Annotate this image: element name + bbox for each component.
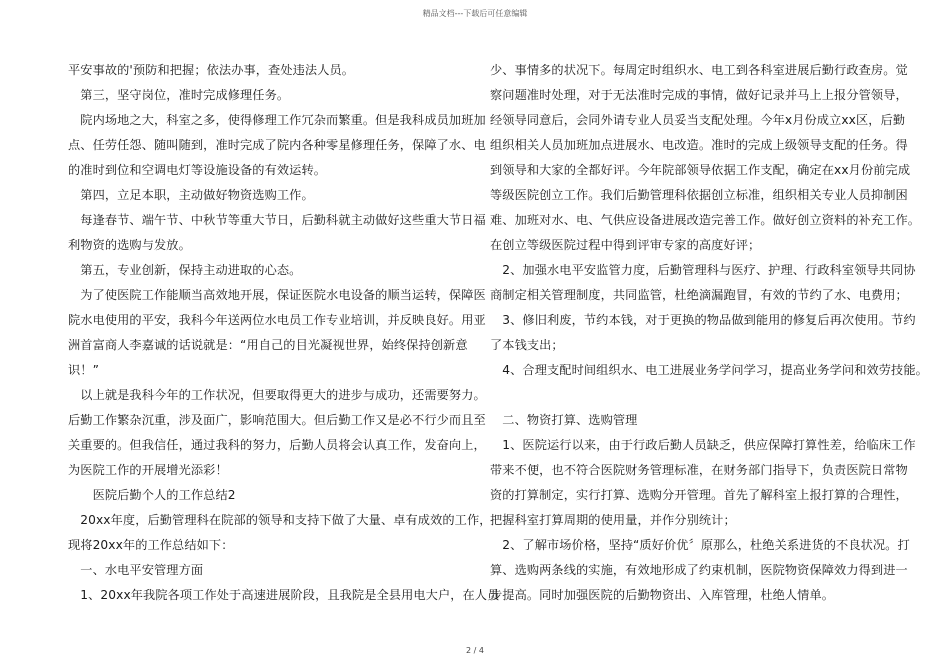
text-line: 组织相关人员加班加点进展水、电改造。准时的完成上级领导支配的任务。得 [490,138,908,152]
text-line: 第三，坚守岗位，准时完成修理任务。 [68,88,290,102]
text-line: 关重要的。但我信任，通过我科的努力，后勤人员将会认真工作，发奋向上， [68,438,486,452]
text-line: 步提高。同时加强医院的后勤物资出、入库管理，杜绝人情单。 [490,588,835,602]
text-line: 二、物资打算、选购管理 [490,413,638,427]
text-line: 识！” [68,363,99,377]
text-line: 后勤工作繁杂沉重，涉及面广，影响范围大。但后勤工作又是必不行少而且至 [68,413,486,427]
text-line: 以上就是我科今年的工作状况，但要取得更大的进步与成功，还需要努力。 [68,388,486,402]
text-line: 医院后勤个人的工作总结2 [68,488,236,502]
left-column [68,58,500,608]
page-number: 2 / 4 [466,646,484,655]
text-line [490,383,882,408]
text-line: 了本钱支出； [490,338,564,352]
text-line: 利物资的选购与发放。 [68,238,191,252]
text-line: 察问题准时处理，对于无法准时完成的事情，做好记录并马上上报分管领导， [490,88,908,102]
page-header: 精品文档---下载后可任意编辑 [422,9,528,18]
text-line: 2、加强水电平安监管力度，后勤管理科与医疗、护理、行政科室领导共同协 [490,263,916,277]
text-line: 院水电使用的平安，我科今年送两位水电员工作专业培训，并反映良好。用亚 [68,313,486,327]
right-column [490,58,928,608]
text-line: 洲首富商人李嘉诚的话说就是：“用自己的目光凝视世界，始终保持创新意 [68,338,468,352]
text-line: 第五，专业创新，保持主动进取的心态。 [68,263,302,277]
text-line: 难、加班对水、电、气供应设备进展改造完善工作。做好创立资料的补充工作。 [490,213,921,227]
text-line: 的准时到位和空调电灯等设施设备的有效运转。 [68,163,327,177]
text-line: 到领导和大家的全都好评。今年院部领导依据工作支配，确定在xx月份前完成 [490,163,911,177]
text-line: 等级医院创立工作。我们后勤管理科依据创立标准，组织相关专业人员抑制困 [490,188,908,202]
text-line: 3、修旧利废，节约本钱，对于更换的物品做到能用的修复后再次使用。节约 [490,313,916,327]
text-line: 带来不便，也不符合医院财务管理标准，在财务部门指导下，负责医院日常物 [490,463,908,477]
text-line: 一、水电平安管理方面 [68,563,204,577]
text-line: 2、了解市场价格，坚持“质好价优〞原那么，杜绝关系进货的不良状况。打 [490,538,910,552]
text-line: 现将20xx年的工作总结如下： [68,538,234,552]
text-line: 1、20xx年我院各项工作处于高速进展阶段，且我院是全县用电大户，在人员 [68,588,500,602]
text-line: 在创立等级医院过程中得到评审专家的高度好评； [490,238,761,252]
text-line: 4、合理支配时间组织水、电工进展业务学问学习，提高业务学问和效劳技能。 [490,363,928,377]
text-line: 经领导同意后，会同外请专业人员妥当支配处理。今年x月份成立xx区，后勤 [490,113,906,127]
text-line: 平安事故的'预防和把握；依法办事，查处违法人员。 [68,63,355,77]
text-line: 20xx年度，后勤管理科在院部的领导和支持下做了大量、卓有成效的工作， [68,513,492,527]
text-line: 1、医院运行以来，由于行政后勤人员缺乏，供应保障打算性差，给临床工作 [490,438,916,452]
text-line: 为医院工作的开展增光添彩！ [68,463,228,477]
text-line: 为了使医院工作能顺当高效地开展，保证医院水电设备的顺当运转，保障医 [68,288,486,302]
text-line: 把握科室打算周期的使用量，并作分别统计； [490,513,736,527]
text-line: 院内场地之大，科室之多，使得修理工作冗杂而繁重。但是我科成员加班加 [68,113,486,127]
text-line: 少、事情多的状况下。每周定时组织水、电工到各科室进展后勤行政查房。觉 [490,63,908,77]
text-line: 每逢春节、端午节、中秋节等重大节日，后勤科就主动做好这些重大节日福 [68,213,486,227]
text-line: 资的打算制定，实行打算、选购分开管理。首先了解科室上报打算的合理性， [490,488,908,502]
text-line: 第四，立足本职，主动做好物资选购工作。 [68,188,314,202]
text-line: 商制定相关管理制度，共同监管，杜绝滴漏跑冒，有效的节约了水、电费用； [490,288,908,302]
text-line: 点、任劳任怨、随叫随到，准时完成了院内各种零星修理任务，保障了水、电 [68,138,486,152]
text-line: 算、选购两条线的实施，有效地形成了约束机制，医院物资保障效力得到进一 [490,563,908,577]
